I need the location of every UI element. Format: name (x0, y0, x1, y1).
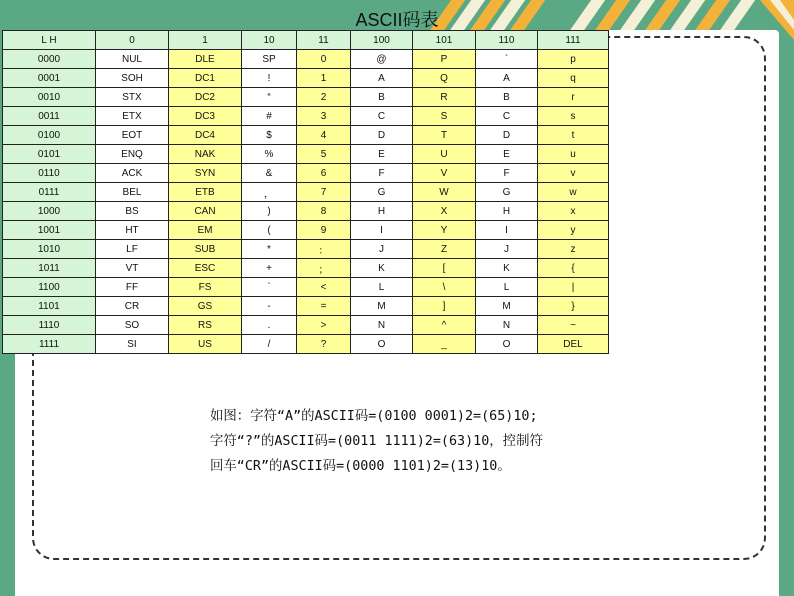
row-label-cell: 1100 (3, 278, 96, 297)
table-cell: v (538, 164, 609, 183)
table-title: ASCII码表 (355, 10, 439, 30)
table-cell: ) (242, 202, 297, 221)
table-row (3, 221, 609, 240)
table-cell: K (351, 259, 413, 278)
table-cell: H (476, 202, 538, 221)
table-cell: = (297, 297, 351, 316)
table-cell: 1 (297, 69, 351, 88)
row-label-cell: 0100 (3, 126, 96, 145)
table-cell: ： (297, 240, 351, 259)
table-cell: ( (242, 221, 297, 240)
table-cell: . (242, 316, 297, 335)
header-cell: 10 (242, 31, 297, 50)
table-cell: B (351, 88, 413, 107)
table-cell: D (351, 126, 413, 145)
table-cell: - (242, 297, 297, 316)
row-label-cell: 1011 (3, 259, 96, 278)
table-cell: A (351, 69, 413, 88)
table-cell: 3 (297, 107, 351, 126)
table-row (3, 107, 609, 126)
table-cell: ； (297, 259, 351, 278)
table-cell: s (538, 107, 609, 126)
table-cell: D (476, 126, 538, 145)
table-cell: ~ (538, 316, 609, 335)
table-cell: G (476, 183, 538, 202)
table-cell: CAN (169, 202, 242, 221)
table-cell: $ (242, 126, 297, 145)
table-cell: 5 (297, 145, 351, 164)
table-cell: ` (476, 50, 538, 69)
table-cell: _ (413, 335, 476, 354)
table-cell: SP (242, 50, 297, 69)
table-cell: 6 (297, 164, 351, 183)
table-cell: M (476, 297, 538, 316)
header-cell: 1 (169, 31, 242, 50)
table-cell: 9 (297, 221, 351, 240)
table-cell: STX (96, 88, 169, 107)
header-cell: L H (3, 31, 96, 50)
header-cell: 0 (96, 31, 169, 50)
table-cell: r (538, 88, 609, 107)
table-cell: BEL (96, 183, 169, 202)
table-cell: y (538, 221, 609, 240)
table-cell: F (351, 164, 413, 183)
row-label-cell: 0111 (3, 183, 96, 202)
table-cell: ] (413, 297, 476, 316)
table-row (3, 335, 609, 354)
table-cell: E (476, 145, 538, 164)
table-cell: O (476, 335, 538, 354)
table-cell: F (476, 164, 538, 183)
table-cell: w (538, 183, 609, 202)
table-cell: ETB (169, 183, 242, 202)
table-row (3, 297, 609, 316)
table-cell: I (476, 221, 538, 240)
table-cell: RS (169, 316, 242, 335)
table-cell: U (413, 145, 476, 164)
table-row (3, 126, 609, 145)
table-cell: CR (96, 297, 169, 316)
header-cell: 110 (476, 31, 538, 50)
table-cell: t (538, 126, 609, 145)
table-cell: 2 (297, 88, 351, 107)
table-cell: 7 (297, 183, 351, 202)
table-cell: Z (413, 240, 476, 259)
table-cell: N (351, 316, 413, 335)
table-cell: ENQ (96, 145, 169, 164)
table-cell: W (413, 183, 476, 202)
table-cell: X (413, 202, 476, 221)
table-row (3, 278, 609, 297)
row-label-cell: 0000 (3, 50, 96, 69)
table-row (3, 259, 609, 278)
table-cell: SYN (169, 164, 242, 183)
table-cell: < (297, 278, 351, 297)
table-cell: EM (169, 221, 242, 240)
table-cell: BS (96, 202, 169, 221)
table-cell: VT (96, 259, 169, 278)
table-row (3, 202, 609, 221)
table-cell: H (351, 202, 413, 221)
table-cell: DC3 (169, 107, 242, 126)
table-cell: LF (96, 240, 169, 259)
table-cell: US (169, 335, 242, 354)
table-cell: L (351, 278, 413, 297)
table-cell: S (413, 107, 476, 126)
table-cell: O (351, 335, 413, 354)
table-cell: \ (413, 278, 476, 297)
table-cell: SI (96, 335, 169, 354)
note-line-1: 如图：字符“A”的ASCII码=(0100 0001)2=(65)10; (210, 409, 538, 424)
table-cell: T (413, 126, 476, 145)
table-row (3, 88, 609, 107)
table-row (3, 145, 609, 164)
table-row (3, 183, 609, 202)
table-cell: J (476, 240, 538, 259)
table-cell: J (351, 240, 413, 259)
table-cell: L (476, 278, 538, 297)
table-cell: 4 (297, 126, 351, 145)
row-label-cell: 0011 (3, 107, 96, 126)
table-row (3, 69, 609, 88)
table-cell: FF (96, 278, 169, 297)
table-cell: A (476, 69, 538, 88)
table-cell: @ (351, 50, 413, 69)
table-cell: | (538, 278, 609, 297)
table-cell: > (297, 316, 351, 335)
table-cell: M (351, 297, 413, 316)
row-label-cell: 1110 (3, 316, 96, 335)
table-cell: u (538, 145, 609, 164)
table-cell: K (476, 259, 538, 278)
table-cell: “ (242, 88, 297, 107)
table-cell: SUB (169, 240, 242, 259)
table-cell: SOH (96, 69, 169, 88)
table-cell: G (351, 183, 413, 202)
header-cell: 101 (413, 31, 476, 50)
header-cell: 111 (538, 31, 609, 50)
row-label-cell: 1101 (3, 297, 96, 316)
table-cell: # (242, 107, 297, 126)
table-cell: p (538, 50, 609, 69)
table-cell: Y (413, 221, 476, 240)
table-header-row (3, 31, 609, 50)
explanation-text (210, 404, 730, 479)
table-cell: C (351, 107, 413, 126)
table-cell: ` (242, 278, 297, 297)
table-row (3, 240, 609, 259)
row-label-cell: 0110 (3, 164, 96, 183)
note-line-2: 字符“?”的ASCII码=(0011 1111)2=(63)10，控制符 (210, 434, 543, 449)
table-cell: Q (413, 69, 476, 88)
table-row (3, 316, 609, 335)
table-cell: DLE (169, 50, 242, 69)
table-cell: % (242, 145, 297, 164)
table-row (3, 164, 609, 183)
table-cell: ETX (96, 107, 169, 126)
table-cell: P (413, 50, 476, 69)
table-cell: DC4 (169, 126, 242, 145)
table-cell: q (538, 69, 609, 88)
table-cell: [ (413, 259, 476, 278)
table-cell: HT (96, 221, 169, 240)
table-cell: V (413, 164, 476, 183)
table-cell: * (242, 240, 297, 259)
table-cell: E (351, 145, 413, 164)
row-label-cell: 0010 (3, 88, 96, 107)
row-label-cell: 1010 (3, 240, 96, 259)
table-cell: B (476, 88, 538, 107)
row-label-cell: 0101 (3, 145, 96, 164)
table-cell: SO (96, 316, 169, 335)
row-label-cell: 1001 (3, 221, 96, 240)
table-cell: NUL (96, 50, 169, 69)
table-cell: EOT (96, 126, 169, 145)
table-row (3, 50, 609, 69)
table-cell: z (538, 240, 609, 259)
table-cell: 0 (297, 50, 351, 69)
table-cell: { (538, 259, 609, 278)
ascii-table (2, 30, 609, 354)
table-cell: R (413, 88, 476, 107)
table-cell: I (351, 221, 413, 240)
header-cell: 100 (351, 31, 413, 50)
table-cell: } (538, 297, 609, 316)
table-cell: NAK (169, 145, 242, 164)
table-cell: C (476, 107, 538, 126)
table-cell: 8 (297, 202, 351, 221)
table-cell: DC2 (169, 88, 242, 107)
table-cell: ? (297, 335, 351, 354)
row-label-cell: 1111 (3, 335, 96, 354)
table-cell: ， (242, 183, 297, 202)
table-cell: ^ (413, 316, 476, 335)
table-cell: ESC (169, 259, 242, 278)
table-cell: DEL (538, 335, 609, 354)
note-line-3: 回车“CR”的ASCII码=(0000 1101)2=(13)10。 (210, 459, 511, 474)
table-cell: + (242, 259, 297, 278)
table-cell: x (538, 202, 609, 221)
table-cell: DC1 (169, 69, 242, 88)
table-cell: FS (169, 278, 242, 297)
table-cell: & (242, 164, 297, 183)
table-cell: ACK (96, 164, 169, 183)
table-cell: ! (242, 69, 297, 88)
table-cell: GS (169, 297, 242, 316)
table-cell: / (242, 335, 297, 354)
row-label-cell: 1000 (3, 202, 96, 221)
row-label-cell: 0001 (3, 69, 96, 88)
header-cell: 11 (297, 31, 351, 50)
table-cell: N (476, 316, 538, 335)
